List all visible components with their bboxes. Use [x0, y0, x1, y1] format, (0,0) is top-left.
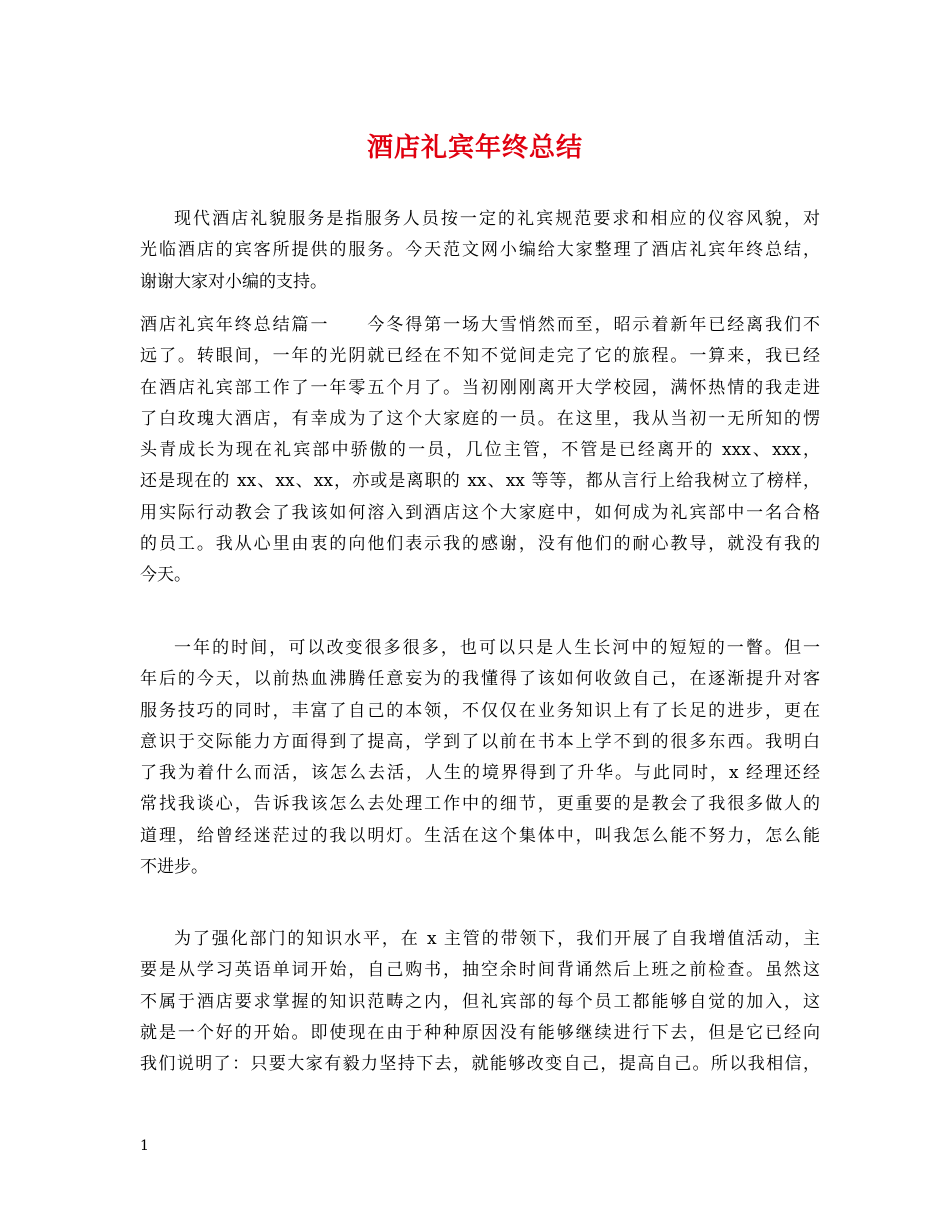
page-number: 1 [140, 1138, 149, 1154]
text-line: 在酒店礼宾部工作了一年零五个月了。当初刚刚离开大学校园，满怀热情的我走进 [140, 377, 820, 398]
text-line: 不进步。 [140, 857, 208, 878]
text-line: 了我为着什么而活，该怎么去活，人生的境界得到了升华。与此同时，x 经理还经 [140, 763, 820, 784]
text-line: 我们说明了：只要大家有毅力坚持下去，就能够改变自己，提高自己。所以我相信， [140, 1054, 820, 1075]
text-line: 要是从学习英语单词开始，自己购书，抽空余时间背诵然后上班之前检查。虽然这 [140, 960, 820, 981]
text-line: 为了强化部门的知识水平，在 x 主管的带领下，我们开展了自我增值活动，主 [174, 929, 820, 949]
text-line: 了白玫瑰大酒店，有幸成为了这个大家庭的一员。在这里，我从当初一无所知的愣 [140, 408, 820, 429]
text-line: 用实际行动教会了我该如何溶入到酒店这个大家庭中，如何成为礼宾部中一名合格 [140, 502, 820, 523]
text-line: 就是一个好的开始。即使现在由于种种原因没有能够继续进行下去，但是它已经向 [140, 1022, 820, 1043]
paragraph-2 [140, 633, 820, 883]
text-line: 还是现在的 xx、xx、xx，亦或是离职的 xx、xx 等等，都从言行上给我树立了榜样， [140, 471, 820, 492]
paragraph-3 [140, 924, 820, 1080]
text-line: 常找我谈心，告诉我该怎么去处理工作中的细节，更重要的是教会了我很多做人的 [140, 794, 820, 815]
text-line: 谢谢大家对小编的支持。 [140, 271, 327, 292]
text-line: 年后的今天，以前热血沸腾任意妄为的我懂得了该如何收敛自己，在逐渐提升对客 [140, 669, 820, 690]
document-title: 酒店礼宾年终总结 [366, 133, 583, 163]
paragraph-1 [140, 310, 820, 592]
text-line: 服务技巧的同时，丰富了自己的本领，不仅仅在业务知识上有了长足的进步，更在 [140, 700, 820, 721]
text-line: 现代酒店礼貌服务是指服务人员按一定的礼宾规范要求和相应的仪容风貌，对 [174, 209, 820, 229]
text-line: 不属于酒店要求掌握的知识范畴之内，但礼宾部的每个员工都能够自觉的加入，这 [140, 991, 820, 1012]
text-line: 今天。 [140, 565, 191, 586]
text-line: 远了。转眼间，一年的光阴就已经在不知不觉间走完了它的旅程。一算来，我已经 [140, 346, 820, 367]
text-line: 光临酒店的宾客所提供的服务。今天范文网小编给大家整理了酒店礼宾年终总结， [140, 240, 820, 261]
text-line: 的员工。我从心里由衷的向他们表示我的感谢，没有他们的耐心教导，就没有我的 [140, 534, 820, 555]
text-line: 意识于交际能力方面得到了提高，学到了以前在书本上学不到的很多东西。我明白 [140, 731, 820, 752]
text-line: 酒店礼宾年终总结篇一 今冬得第一场大雪悄然而至，昭示着新年已经离我们不 [140, 315, 820, 335]
text-line: 一年的时间，可以改变很多很多，也可以只是人生长河中的短短的一瞥。但一 [174, 638, 820, 658]
intro-paragraph [140, 204, 820, 298]
text-line: 道理，给曾经迷茫过的我以明灯。生活在这个集体中，叫我怎么能不努力，怎么能 [140, 825, 820, 846]
text-line: 头青成长为现在礼宾部中骄傲的一员，几位主管，不管是已经离开的 xxx、xxx， [140, 440, 820, 461]
